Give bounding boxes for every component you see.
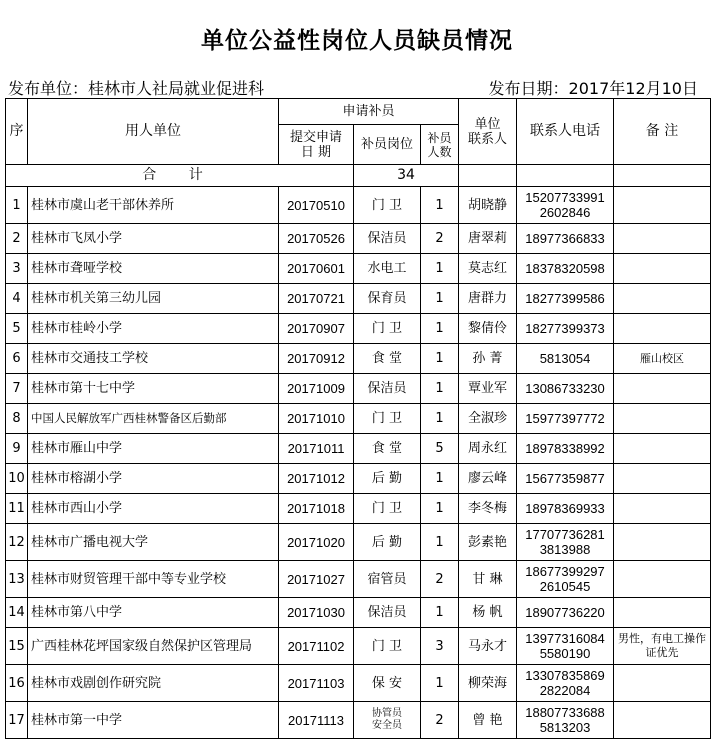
cell-seq: 11 [6, 494, 28, 524]
table-row [6, 628, 711, 665]
cell-contact: 李冬梅 [459, 494, 517, 524]
cell-contact: 全淑珍 [459, 404, 517, 434]
cell-unit: 桂林市榕湖小学 [28, 464, 279, 494]
cell-phone-line: 3813988 [539, 542, 591, 557]
cell-phone-line: 5813203 [539, 720, 591, 735]
cell-seq: 5 [6, 314, 28, 344]
cell-count: 1 [421, 284, 459, 314]
cell-count: 1 [421, 524, 459, 561]
cell-unit: 桂林市聋哑学校 [28, 254, 279, 284]
cell-position-line: 安全员 [372, 720, 402, 731]
header-position: 补员岗位 [354, 125, 421, 165]
table-row [6, 374, 711, 404]
cell-position: 后 勤 [354, 464, 421, 494]
cell-note [614, 702, 711, 739]
cell-note [614, 284, 711, 314]
publish-date: 发布日期：2017年12月10日 [488, 79, 698, 98]
cell-position [354, 702, 421, 739]
total-value: 34 [354, 165, 459, 187]
cell-phone-line: 13977316084 [525, 631, 605, 646]
cell-unit: 桂林市第一中学 [28, 702, 279, 739]
cell-phone: 18907736220 [517, 598, 614, 628]
table-row [6, 665, 711, 702]
cell-contact: 彭素艳 [459, 524, 517, 561]
cell-position: 保 安 [354, 665, 421, 702]
cell-phone-line: 18807733688 [525, 705, 605, 720]
table-row [6, 344, 711, 374]
header-apply: 申请补员 [279, 99, 459, 125]
cell-date: 20171011 [279, 434, 354, 464]
cell-seq: 14 [6, 598, 28, 628]
cell-phone-line: 2602846 [539, 205, 591, 220]
table-row [6, 187, 711, 224]
total-row [6, 165, 711, 187]
cell-position: 门 卫 [354, 494, 421, 524]
total-label: 合 计 [6, 165, 354, 187]
cell-note [614, 561, 711, 598]
cell-date: 20170907 [279, 314, 354, 344]
cell-seq: 2 [6, 224, 28, 254]
cell-unit: 桂林市财贸管理干部中等专业学校 [28, 561, 279, 598]
cell-contact: 唐翠莉 [459, 224, 517, 254]
cell-position: 食 堂 [354, 344, 421, 374]
cell-contact: 胡晓静 [459, 187, 517, 224]
cell-unit: 桂林市广播电视大学 [28, 524, 279, 561]
cell-phone: 18977366833 [517, 224, 614, 254]
cell-unit: 桂林市飞凤小学 [28, 224, 279, 254]
cell-phone: 18277399373 [517, 314, 614, 344]
cell-phone [517, 665, 614, 702]
cell-count: 1 [421, 187, 459, 224]
cell-phone: 18978369933 [517, 494, 614, 524]
cell-count: 1 [421, 254, 459, 284]
cell-count: 2 [421, 561, 459, 598]
table-row [6, 702, 711, 739]
header-count: 补员 人数 [421, 125, 459, 165]
cell-date: 20170912 [279, 344, 354, 374]
cell-contact: 柳荣海 [459, 665, 517, 702]
table-row [6, 314, 711, 344]
table-row [6, 524, 711, 561]
cell-note [614, 224, 711, 254]
cell-position: 宿管员 [354, 561, 421, 598]
cell-phone: 5813054 [517, 344, 614, 374]
publisher: 发布单位：桂林市人社局就业促进科 [8, 79, 265, 98]
cell-phone [517, 524, 614, 561]
cell-date: 20170510 [279, 187, 354, 224]
table-row [6, 561, 711, 598]
cell-phone-line: 5580190 [539, 646, 591, 661]
cell-date: 20171010 [279, 404, 354, 434]
cell-date: 20170526 [279, 224, 354, 254]
cell-date: 20171102 [279, 628, 354, 665]
cell-date: 20171018 [279, 494, 354, 524]
cell-seq: 6 [6, 344, 28, 374]
cell-seq: 12 [6, 524, 28, 561]
cell-contact: 莫志红 [459, 254, 517, 284]
cell-seq: 7 [6, 374, 28, 404]
cell-contact: 覃业军 [459, 374, 517, 404]
cell-position: 门 卫 [354, 628, 421, 665]
cell-contact: 杨 帆 [459, 598, 517, 628]
cell-seq: 9 [6, 434, 28, 464]
cell-count: 5 [421, 434, 459, 464]
cell-note [614, 404, 711, 434]
cell-count: 1 [421, 314, 459, 344]
cell-unit: 桂林市戏剧创作研究院 [28, 665, 279, 702]
cell-position: 保育员 [354, 284, 421, 314]
cell-note [614, 665, 711, 702]
cell-unit: 桂林市第十七中学 [28, 374, 279, 404]
cell-seq: 8 [6, 404, 28, 434]
header-contact: 单位 联系人 [459, 99, 517, 165]
cell-count: 1 [421, 374, 459, 404]
cell-phone-line: 2610545 [539, 579, 591, 594]
cell-position: 保洁员 [354, 224, 421, 254]
cell-phone [517, 702, 614, 739]
table-row [6, 434, 711, 464]
cell-date: 20171113 [279, 702, 354, 739]
cell-seq: 4 [6, 284, 28, 314]
cell-note [614, 314, 711, 344]
cell-phone: 18978338992 [517, 434, 614, 464]
cell-count: 1 [421, 598, 459, 628]
cell-phone-line: 18677399297 [525, 564, 605, 579]
cell-count: 1 [421, 404, 459, 434]
cell-contact: 马永才 [459, 628, 517, 665]
cell-phone-line: 2822084 [539, 683, 591, 698]
cell-contact: 黎倩伶 [459, 314, 517, 344]
cell-contact: 孙 菁 [459, 344, 517, 374]
cell-unit: 桂林市雁山中学 [28, 434, 279, 464]
cell-position: 门 卫 [354, 404, 421, 434]
cell-phone-line: 17707736281 [525, 527, 605, 542]
cell-count: 1 [421, 344, 459, 374]
cell-position-line: 协管员 [372, 708, 402, 719]
cell-phone: 15677359877 [517, 464, 614, 494]
cell-phone: 18378320598 [517, 254, 614, 284]
cell-position: 门 卫 [354, 187, 421, 224]
cell-phone-line: 13307835869 [525, 668, 605, 683]
cell-count: 1 [421, 464, 459, 494]
cell-phone: 15977397772 [517, 404, 614, 434]
cell-count: 2 [421, 224, 459, 254]
cell-date: 20171103 [279, 665, 354, 702]
table-row [6, 494, 711, 524]
cell-unit: 桂林市虞山老干部休养所 [28, 187, 279, 224]
cell-count: 2 [421, 702, 459, 739]
cell-note [614, 524, 711, 561]
cell-seq: 3 [6, 254, 28, 284]
header-submit-date: 提交申请 日 期 [279, 125, 354, 165]
cell-position: 水电工 [354, 254, 421, 284]
cell-date: 20171020 [279, 524, 354, 561]
cell-date: 20170721 [279, 284, 354, 314]
cell-contact: 曾 艳 [459, 702, 517, 739]
table-row [6, 404, 711, 434]
cell-position: 保洁员 [354, 598, 421, 628]
cell-date: 20171012 [279, 464, 354, 494]
cell-position: 食 堂 [354, 434, 421, 464]
cell-note [614, 598, 711, 628]
cell-phone: 18277399586 [517, 284, 614, 314]
header-note: 备 注 [614, 99, 711, 165]
cell-seq: 13 [6, 561, 28, 598]
cell-contact: 甘 琳 [459, 561, 517, 598]
cell-note [614, 494, 711, 524]
cell-note [614, 187, 711, 224]
cell-date: 20171009 [279, 374, 354, 404]
cell-phone: 13086733230 [517, 374, 614, 404]
cell-phone-line: 15207733991 [525, 190, 605, 205]
cell-contact: 廖云峰 [459, 464, 517, 494]
cell-note [614, 254, 711, 284]
cell-note [614, 434, 711, 464]
header-seq: 序 [6, 99, 28, 165]
cell-date: 20171030 [279, 598, 354, 628]
cell-unit: 桂林市第八中学 [28, 598, 279, 628]
cell-unit: 桂林市西山小学 [28, 494, 279, 524]
page-title: 单位公益性岗位人员缺员情况 [201, 28, 513, 54]
cell-contact: 周永红 [459, 434, 517, 464]
header-unit: 用人单位 [28, 99, 279, 165]
cell-position: 后 勤 [354, 524, 421, 561]
cell-date: 20170601 [279, 254, 354, 284]
cell-count: 1 [421, 665, 459, 702]
cell-note: 雁山校区 [614, 344, 711, 374]
cell-note [614, 464, 711, 494]
cell-seq: 17 [6, 702, 28, 739]
header-phone: 联系人电话 [517, 99, 614, 165]
cell-phone [517, 561, 614, 598]
table-row [6, 464, 711, 494]
vacancy-table [5, 98, 711, 739]
cell-date: 20171027 [279, 561, 354, 598]
table-row [6, 598, 711, 628]
cell-phone [517, 628, 614, 665]
cell-unit: 桂林市桂岭小学 [28, 314, 279, 344]
cell-seq: 15 [6, 628, 28, 665]
cell-seq: 10 [6, 464, 28, 494]
cell-unit: 桂林市机关第三幼儿园 [28, 284, 279, 314]
cell-seq: 1 [6, 187, 28, 224]
table-row [6, 224, 711, 254]
cell-position: 门 卫 [354, 314, 421, 344]
cell-unit: 中国人民解放军广西桂林警备区后勤部 [28, 404, 279, 434]
cell-count: 3 [421, 628, 459, 665]
cell-contact: 唐群力 [459, 284, 517, 314]
cell-phone [517, 187, 614, 224]
table-row [6, 284, 711, 314]
cell-note: 男性，有电工操作证优先 [614, 628, 711, 665]
cell-position: 保洁员 [354, 374, 421, 404]
cell-note [614, 374, 711, 404]
cell-count: 1 [421, 494, 459, 524]
table-row [6, 254, 711, 284]
cell-unit: 广西桂林花坪国家级自然保护区管理局 [28, 628, 279, 665]
cell-unit: 桂林市交通技工学校 [28, 344, 279, 374]
cell-seq: 16 [6, 665, 28, 702]
